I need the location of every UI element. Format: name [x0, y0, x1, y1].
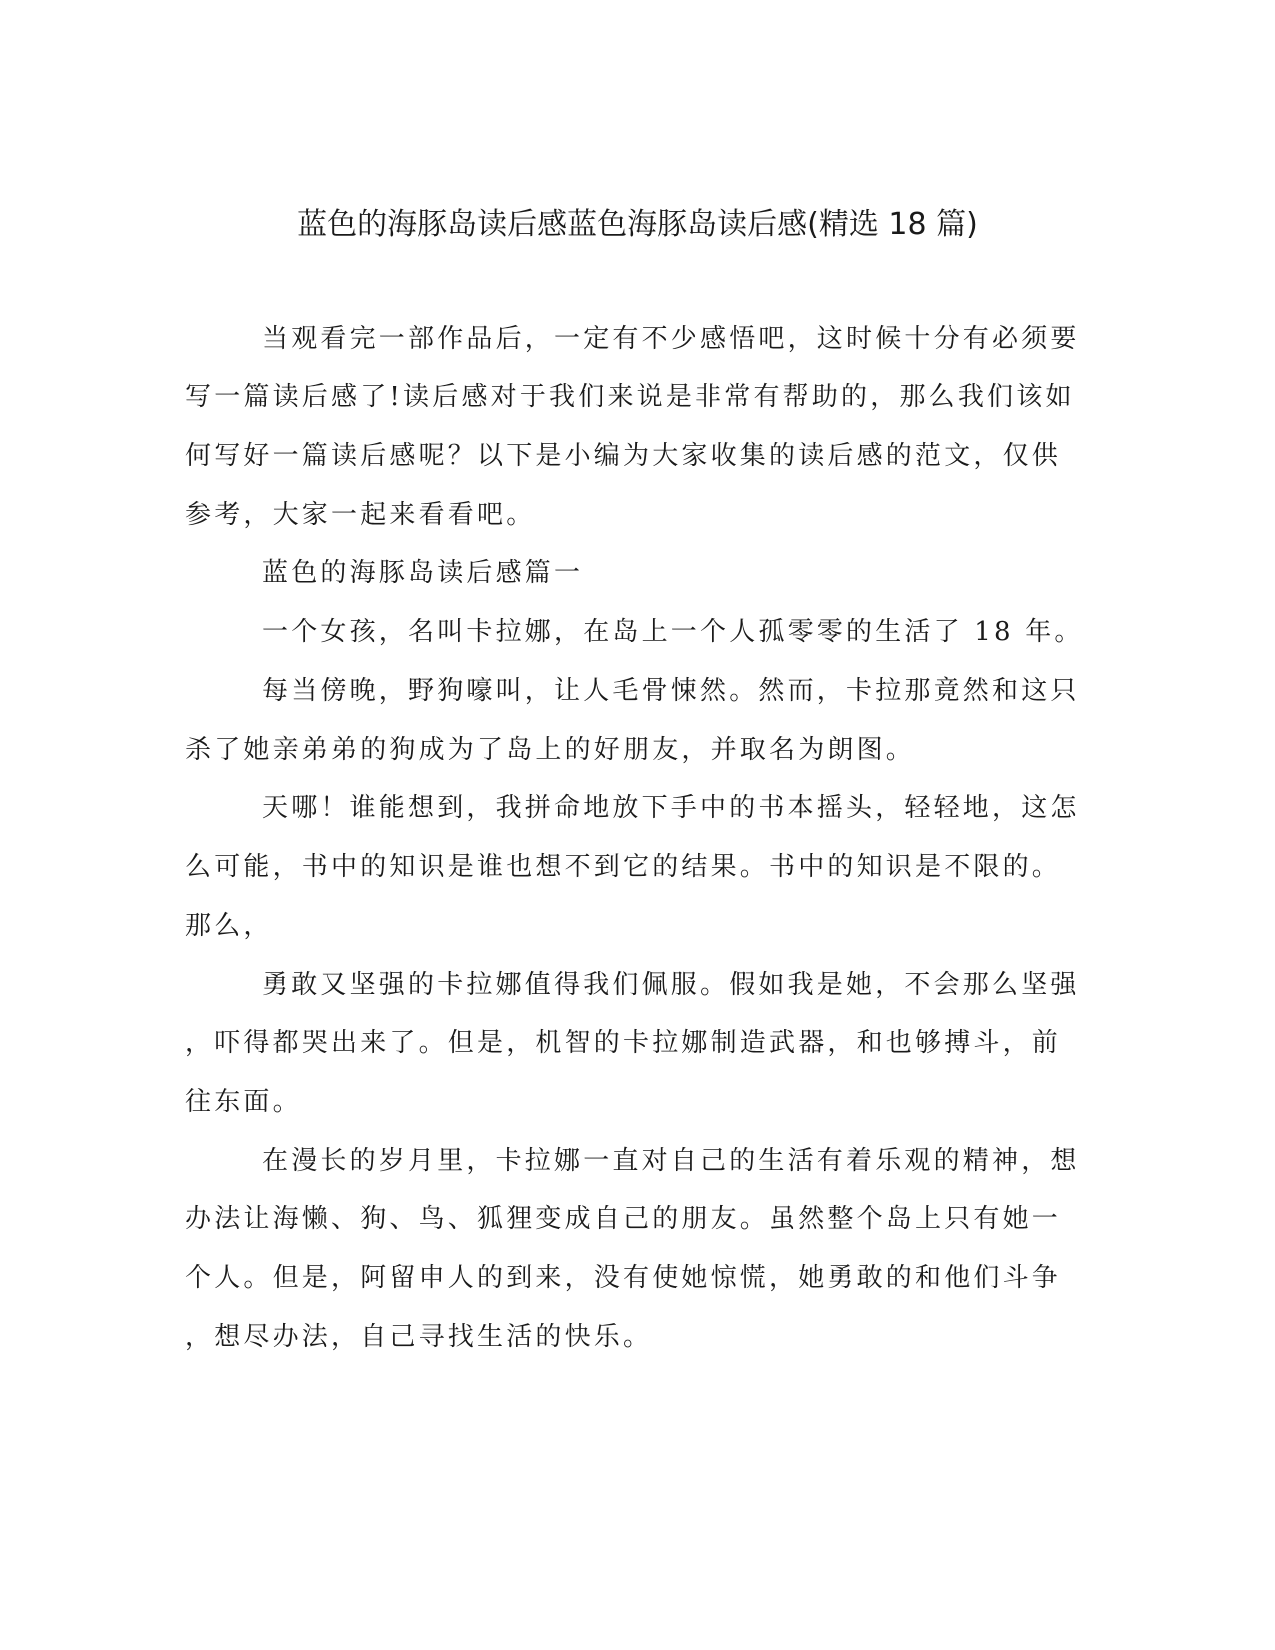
- page-title: 蓝色的海豚岛读后感蓝色海豚岛读后感(精选 18 篇): [297, 207, 978, 242]
- body-line: 么可能，书中的知识是谁也想不到它的结果。书中的知识是不限的。: [185, 852, 1062, 882]
- body-line: ，想尽办法，自己寻找生活的快乐。: [185, 1322, 653, 1352]
- body-line: 杀了她亲弟弟的狗成为了岛上的好朋友，并取名为朗图。: [185, 735, 916, 765]
- body-line: 每当傍晚，野狗嚎叫，让人毛骨悚然。然而，卡拉那竟然和这只: [262, 676, 1080, 706]
- body-line: 那么，: [185, 911, 273, 941]
- body-line: 勇敢又坚强的卡拉娜值得我们佩服。假如我是她，不会那么坚强: [262, 970, 1080, 1000]
- body-line: 往东面。: [185, 1087, 302, 1117]
- body-line: 一个女孩，名叫卡拉娜，在岛上一个人孤零零的生活了 18 年。: [262, 617, 1084, 647]
- body-line: 办法让海懒、狗、鸟、狐狸变成自己的朋友。虽然整个岛上只有她一: [185, 1204, 1062, 1234]
- section-heading: 蓝色的海豚岛读后感篇一: [262, 558, 584, 588]
- body-line: 当观看完一部作品后，一定有不少感悟吧，这时候十分有必须要: [262, 324, 1080, 354]
- body-line: 个人。但是，阿留申人的到来，没有使她惊慌，她勇敢的和他们斗争: [185, 1263, 1062, 1293]
- body-line: 天哪！谁能想到，我拼命地放下手中的书本摇头，轻轻地，这怎: [262, 793, 1080, 823]
- body-line: 写一篇读后感了!读后感对于我们来说是非常有帮助的，那么我们该如: [185, 382, 1075, 412]
- body-line: ，吓得都哭出来了。但是，机智的卡拉娜制造武器，和也够搏斗，前: [185, 1028, 1062, 1058]
- body-line: 参考，大家一起来看看吧。: [185, 500, 536, 530]
- body-line: 何写好一篇读后感呢？以下是小编为大家收集的读后感的范文，仅供: [185, 441, 1062, 471]
- body-line: 在漫长的岁月里，卡拉娜一直对自己的生活有着乐观的精神，想: [262, 1146, 1080, 1176]
